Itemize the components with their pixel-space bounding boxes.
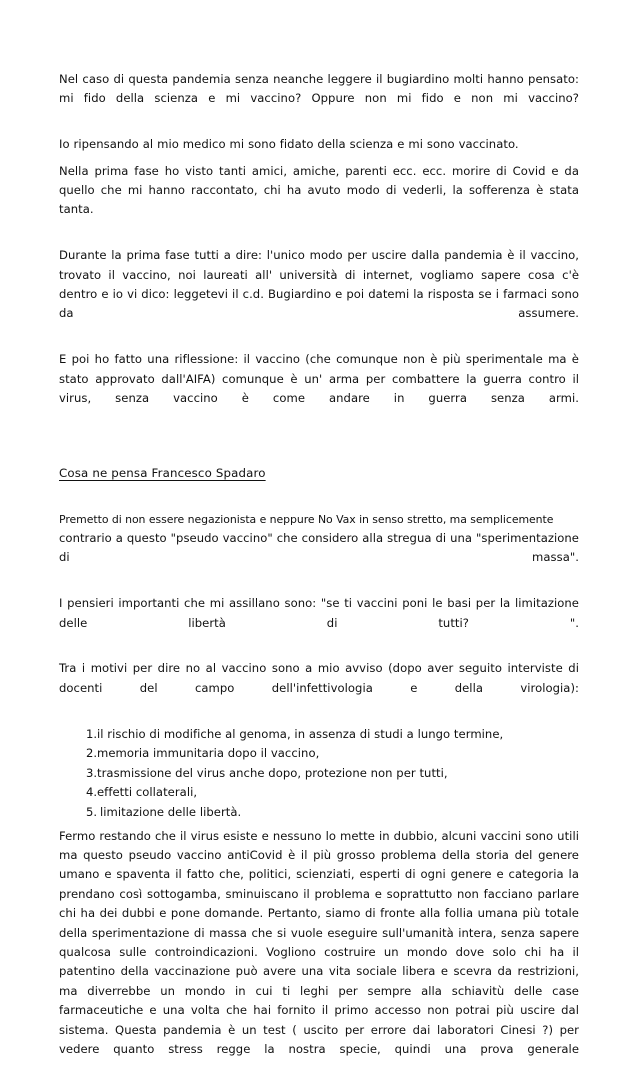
paragraph-intro-2: Io ripensando al mio medico mi sono fidato della scienza e mi sono vaccinato. bbox=[59, 137, 519, 152]
paragraph-pensieri: I pensieri importanti che mi assillano sono: "se ti vaccini poni le basi per la limitazione delle libertà di tutti? ". bbox=[59, 596, 579, 630]
list-item bbox=[59, 725, 579, 745]
paragraph-intro-1: Nel caso di questa pandemia senza neanche leggere il bugiardino molti hanno pensato: mi fido della scienza e mi vaccino? Oppure non mi fido e non mi vaccino? bbox=[59, 72, 579, 106]
paragraph-motivi: Tra i motivi per dire no al vaccino sono a mio avviso (dopo aver seguito interviste di docenti del campo dell'infettivologia e della virologia): bbox=[59, 661, 579, 695]
list-item-label: limitazione delle libertà. bbox=[100, 804, 242, 819]
list-item-number: 1. bbox=[86, 726, 98, 741]
list-item bbox=[59, 764, 579, 784]
list-item-number: 5. bbox=[86, 804, 98, 819]
list-item-label: il rischio di modifiche al genoma, in assenza di studi a lungo termine, bbox=[97, 726, 504, 741]
list-item-label: memoria immunitaria dopo il vaccino, bbox=[97, 746, 320, 761]
section-heading: Cosa ne pensa Francesco Spadaro bbox=[59, 465, 266, 480]
heading-spacer-top bbox=[59, 435, 579, 465]
document-body bbox=[59, 70, 579, 1086]
list-item-number: 4. bbox=[86, 785, 98, 800]
list-item bbox=[59, 783, 579, 803]
list-item-label: effetti collaterali, bbox=[97, 785, 198, 800]
list-item-number: 2. bbox=[86, 746, 98, 761]
list-item bbox=[59, 744, 579, 764]
list-item-label: trasmissione del virus anche dopo, protezione non per tutti, bbox=[97, 765, 448, 780]
reasons-list bbox=[59, 725, 579, 823]
paragraph-intro-5: E poi ho fatto una riflessione: il vaccino (che comunque non è più sperimentale ma è stato approvato dall'AIFA) comunque è un' arma per combattere la guerra contro il virus, senza vaccino è come andare in guerra senza armi. bbox=[59, 352, 579, 406]
paragraph-intro-4: Durante la prima fase tutti a dire: l'unico modo per uscire dalla pandemia è il vaccino, trovato il vaccino, noi laureati all' università di internet, vogliamo sapere cosa c'è dentro e io vi dico: leggetevi il c.d. Bugiardino e poi datemi la risposta se i farmaci sono da assumere. bbox=[59, 248, 579, 321]
list-item bbox=[59, 803, 579, 823]
paragraph-premetto-line1: Premetto di non essere negazionista e neppure No Vax in senso stretto, ma semplicemente bbox=[59, 512, 554, 526]
heading-spacer-bottom bbox=[59, 481, 579, 511]
paragraph-finale: Fermo restando che il virus esiste e nessuno lo mette in dubbio, alcuni vaccini sono utili ma questo pseudo vaccino antiCovid è il più grosso problema della storia del genere umano e spaventa il fatto che, politici, scienziati, esperti di ogni genere e categoria la prendano così sottogamba, sminuiscano il problema e soprattutto non facciano parlare chi ha dei dubbi e pone domande. Pertanto, siamo di fronte alla follia umana più totale della sperimentazione di massa che si vuole eseguire sull'umanità intera, senza sapere qualcosa sulle controindicazioni. Vogliono costruire un mondo dove solo chi ha il patentino della vaccinazione può avere una vita sociale libera e scevra da restrizioni, ma diverrebbe un mondo in cui ti leghi per sempre alla schiavitù delle case farmaceutiche e una volta che hai fornito il primo accesso non potrai più uscire dal sistema. Questa pandemia è un test ( uscito per errore dai laboratori Cinesi ?) per vedere quanto stress regge la nostra specie, quindi una prova generale bbox=[59, 828, 579, 1056]
paragraph-intro-3: Nella prima fase ho visto tanti amici, amiche, parenti ecc. ecc. morire di Covid e da quello che mi hanno raccontato, chi ha avuto modo di vederli, la sofferenza è stata tanta. bbox=[59, 163, 579, 217]
paragraph-premetto-rest: contrario a questo "pseudo vaccino" che considero alla stregua di una "sperimentazione di massa". bbox=[59, 530, 579, 565]
list-item-number: 3. bbox=[86, 765, 98, 780]
